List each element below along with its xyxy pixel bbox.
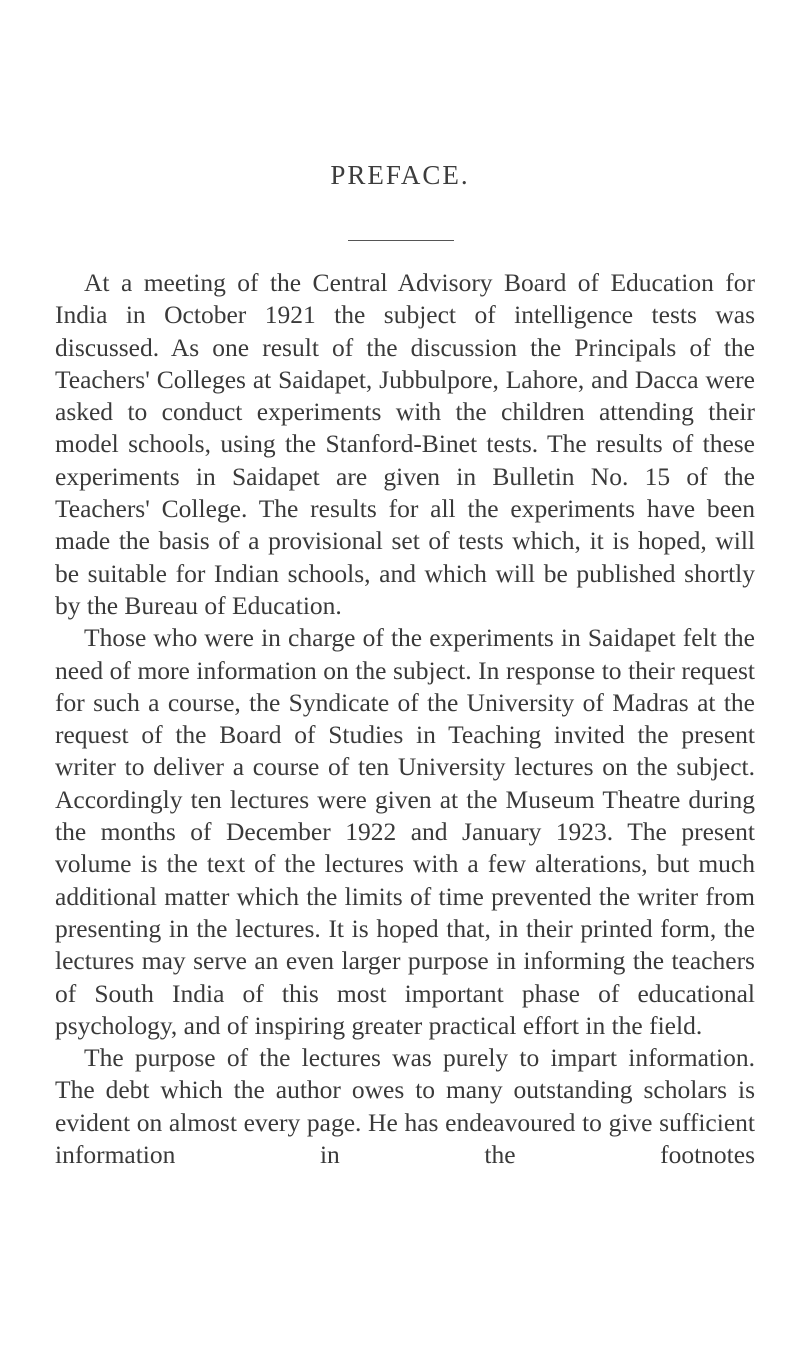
- preface-body: [55, 267, 755, 1171]
- page-title: PREFACE.: [330, 160, 470, 190]
- paragraph-3: The purpose of the lectures was purely to impart information. The debt which the author owes to many outstanding scholars is evident on almost every page. He has endeavoured to give sufficient information in the footnotes: [55, 1043, 755, 1170]
- paragraph-2: Those who were in charge of the experiments in Saidapet felt the need of more information on the subject. In response to their request for such a course, the Syndicate of the University of Madras at the request of the Board of Studies in Teaching invited the present writer to deliver a course of ten University lectures on the subject. Accordingly ten lectures were given at the Museum Theatre during the months of December 1922 and January 1923. The present volume is the text of the lectures with a few alterations, but much additional matter which the limits of time prevented the writer from presenting in the lectures. It is hoped that, in their printed form, the lectures may serve an even larger purpose in informing the teachers of South India of this most important phase of educational psychology, and of inspiring greater practical effort in the field.: [55, 623, 755, 1040]
- paragraph-1: At a meeting of the Central Advisory Board of Education for India in October 1921 the subject of intelligence tests was discussed. As one result of the discussion the Principals of the Teachers' Colleges at Saidapet, Jubbulpore, Lahore, and Dacca were asked to conduct experiments with the children attending their model schools, using the Stanford-Binet tests. The results of these experiments in Saidapet are given in Bulletin No. 15 of the Teachers' College. The results for all the experiments have been made the basis of a provisional set of tests which, it is hoped, will be suitable for Indian schools, and which will be published shortly by the Bureau of Education.: [55, 268, 755, 620]
- title-divider: [348, 240, 454, 241]
